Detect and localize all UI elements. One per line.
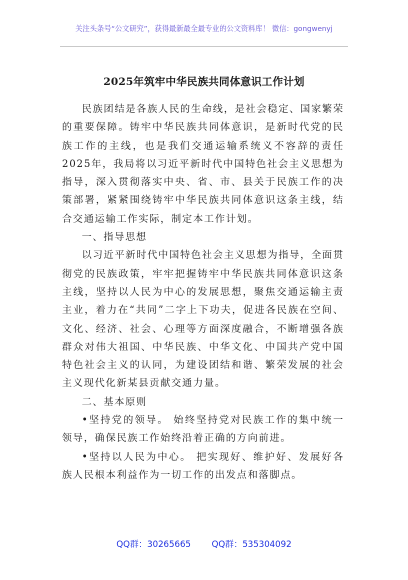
section-heading-basic-principles: 二、基本原则 xyxy=(81,396,148,408)
qq-group-link[interactable]: QQ群：30265665 xyxy=(116,540,191,550)
principle-item: •坚持以人民为中心。 把实现好、维护好、发展好各族人民根本利益作为一切工作的出发点和落脚点。 xyxy=(62,451,344,481)
header-divider xyxy=(60,46,348,47)
document-title: 2025年筑牢中华民族共同体意识工作计划 xyxy=(103,76,305,88)
guiding-ideology-paragraph: 以习近平新时代中国特色社会主义思想为指导，全面贯彻党的民族政策，牢牢把握铸牢中华民族共同体意识这条主线，坚持以人民为中心的发展思想，聚焦交通运输主责主业，着力在“共同”二字上下功夫，促进各民族在空间、文化、经济、社会、心理等方面深度融合，不断增强各族群众对伟大祖国、中华民族、中华文化、中国共产党中国特色社会主义的认同，为建设团结和谐、繁荣发展的社会主义现代化新某县贡献交通力量。 xyxy=(62,250,344,390)
principle-item: •坚持党的领导。 始终坚持党对民族工作的集中统一领导，确保民族工作始终沿着正确的方向前进。 xyxy=(62,415,344,445)
intro-paragraph: 民族团结是各族人民的生命线，是社会稳定、国家繁荣的重要保障。铸牢中华民族共同体意识，是新时代党的民族工作的主线，也是我们交通运输系统义不容辞的责任2025年，我局将以习近平新时代中国特色社会主义思想为指导，深入贯彻落实中央、省、市、县关于民族工作的决策部署，紧紧围绕铸牢中华民族共同体意识这条主线，结合交通运输工作实际，制定本工作计划。 xyxy=(62,104,344,225)
qq-group-link[interactable]: QQ群：535304092 xyxy=(211,540,292,550)
document-body xyxy=(62,101,344,485)
footer-contact xyxy=(0,538,408,550)
section-heading-guiding-ideology: 一、指导思想 xyxy=(81,232,148,244)
header-banner: 关注头条号“公文研究”，获得最新最全最专业的公文资料库！ 微信：gongwenyj xyxy=(75,24,333,33)
